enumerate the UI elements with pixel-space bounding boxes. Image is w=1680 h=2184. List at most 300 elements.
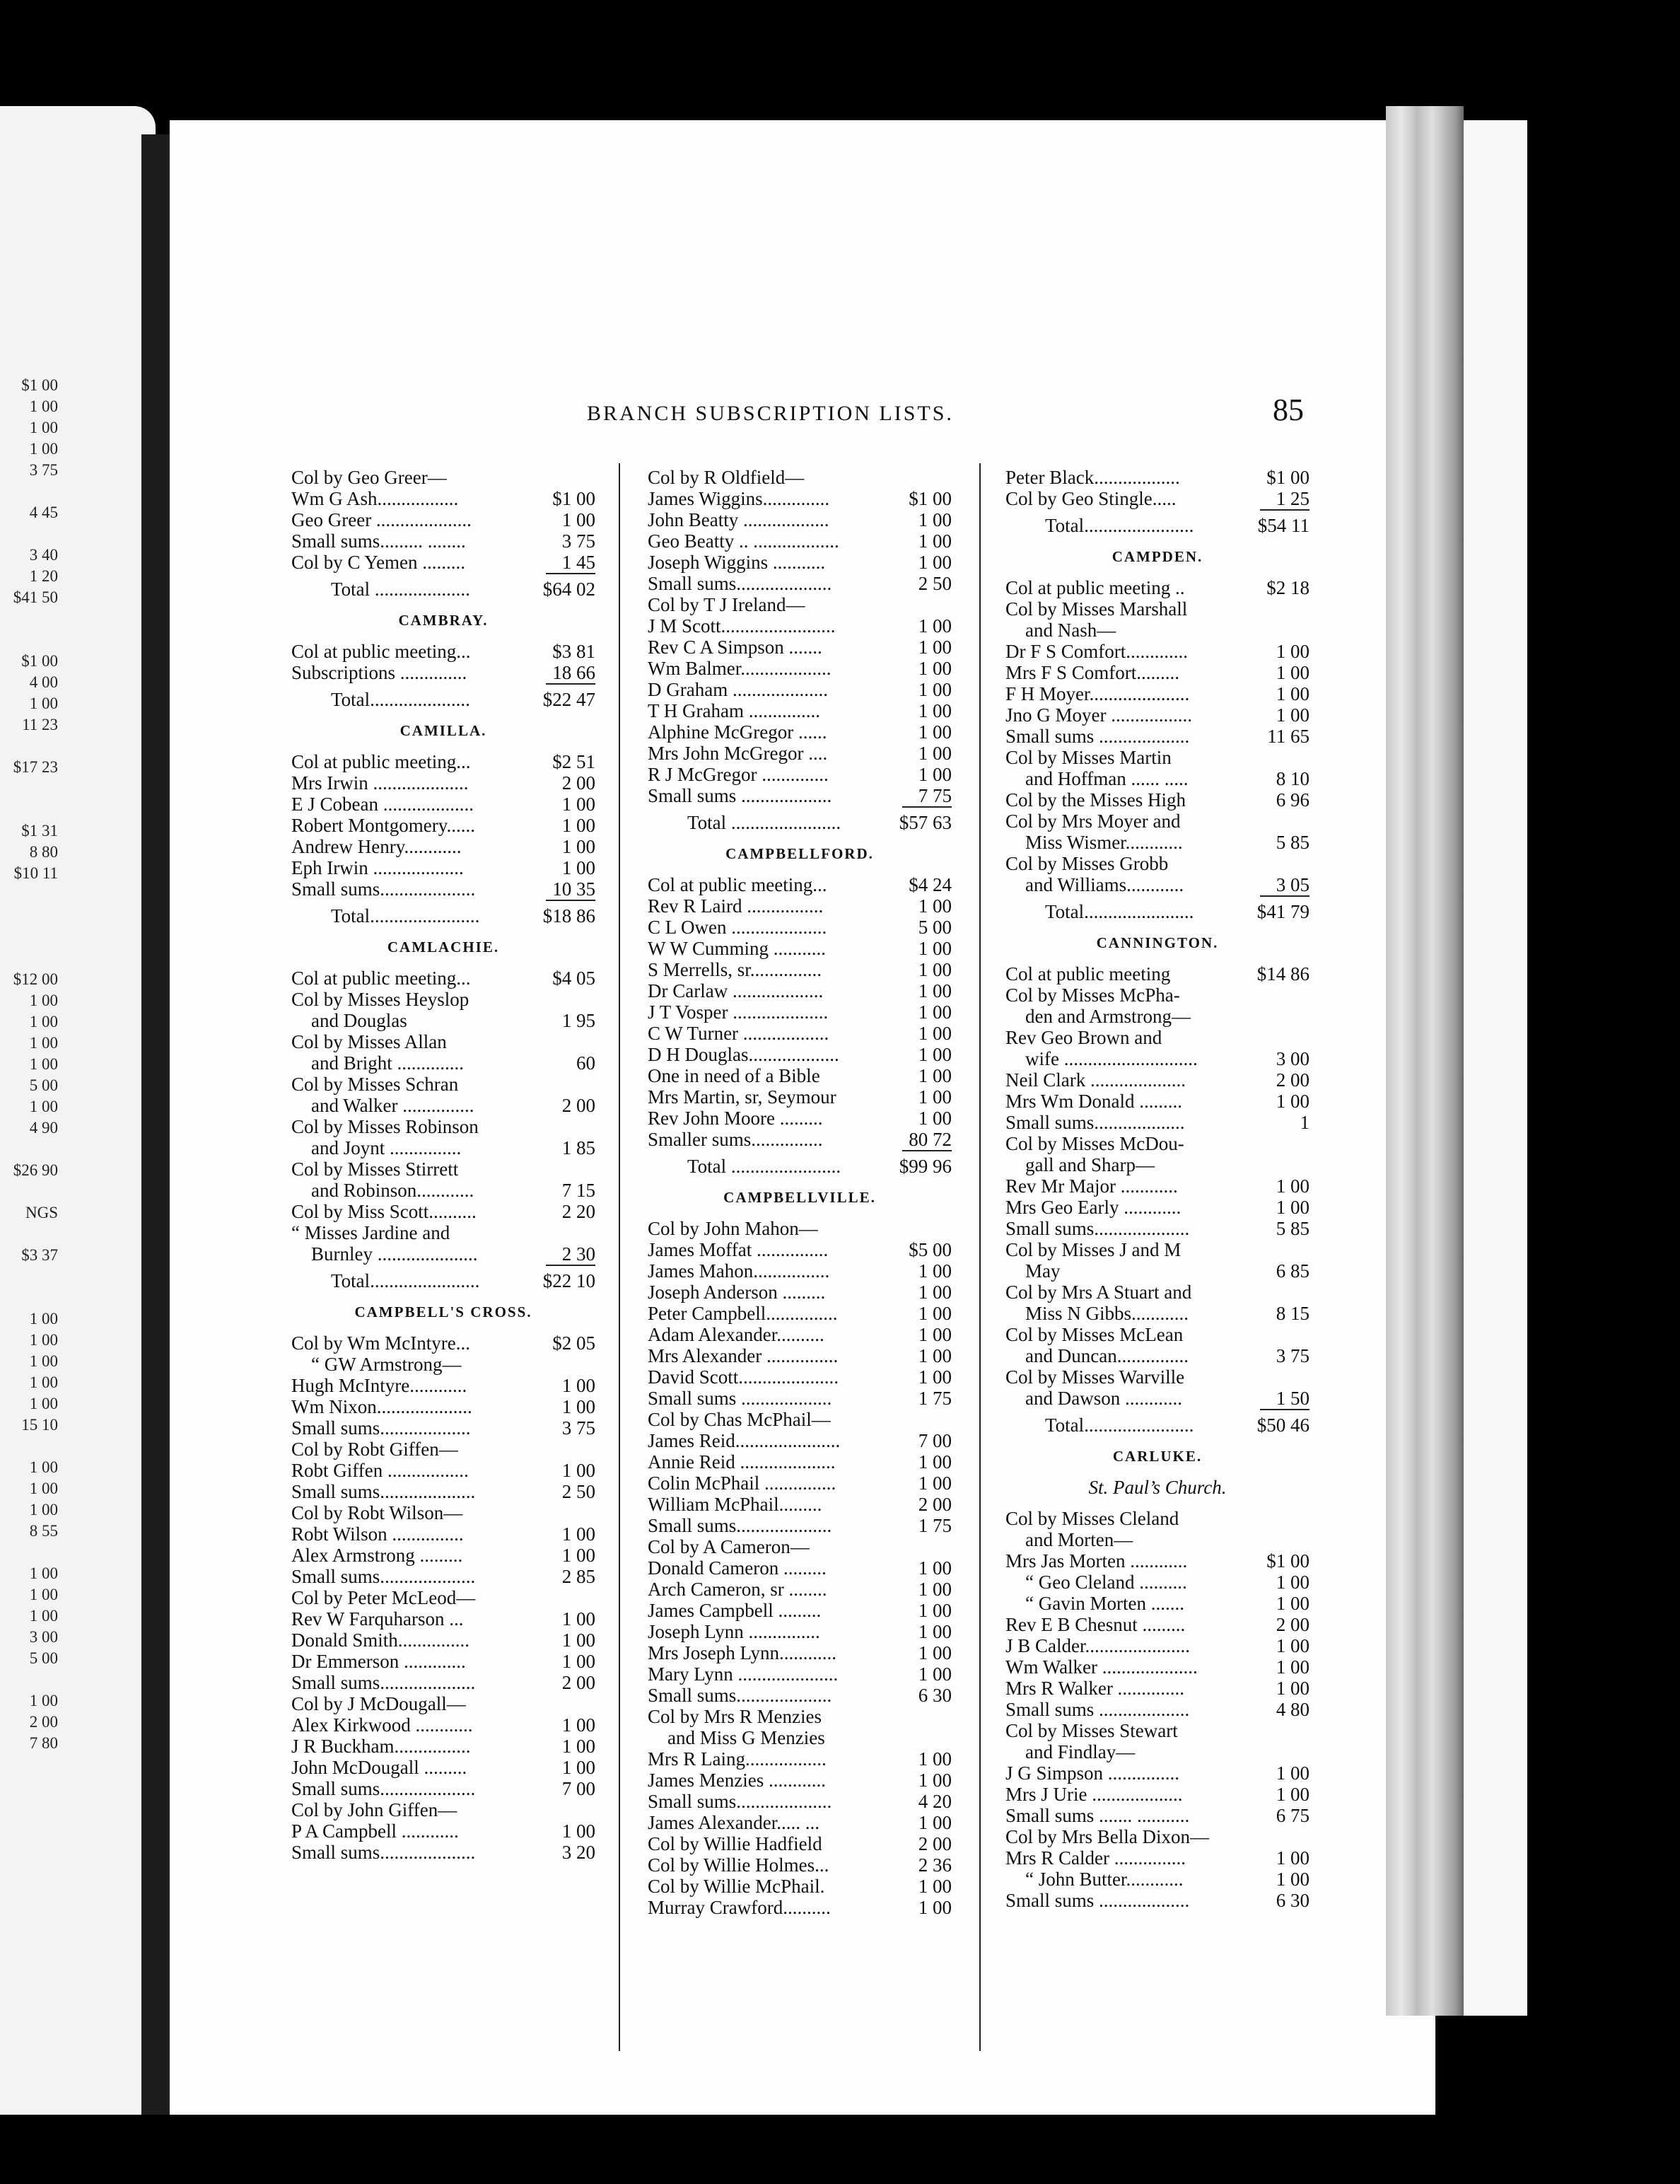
subscription-entry xyxy=(648,1108,952,1129)
entry-amount: 3 00 xyxy=(1276,1048,1309,1069)
subscription-entry xyxy=(1005,1303,1309,1324)
subscription-entry xyxy=(1005,1366,1309,1388)
subscription-entry xyxy=(648,1044,952,1065)
subscription-entry xyxy=(1005,1133,1309,1154)
subscription-entry xyxy=(648,488,952,509)
facing-amount-text: 3 40 xyxy=(29,546,58,564)
facing-amount xyxy=(0,1351,65,1372)
subscription-entry xyxy=(648,1001,952,1023)
facing-amount-text: $12 00 xyxy=(13,970,58,988)
total-rule xyxy=(1005,895,1309,901)
entry-name: Col by Mrs Bella Dixon— xyxy=(1005,1826,1209,1847)
facing-amount-text: 1 00 xyxy=(29,1607,58,1625)
subscription-entry xyxy=(291,989,595,1010)
facing-amount-text: $17 23 xyxy=(13,758,58,776)
facing-amount xyxy=(0,927,65,948)
entry-name: Col by Misses Stirrett xyxy=(291,1158,459,1180)
entry-name: Small sums.................... xyxy=(291,1672,476,1693)
entry-name: Col by Misses Martin xyxy=(1005,747,1172,768)
facing-amount xyxy=(0,1224,65,1245)
spacer xyxy=(291,631,595,641)
entry-name: John McDougall ......... xyxy=(291,1757,467,1778)
subscription-entry xyxy=(291,1820,595,1842)
entry-name: Donald Smith............... xyxy=(291,1630,470,1651)
entry-amount: 1 00 xyxy=(918,700,952,721)
total-rule xyxy=(291,683,595,689)
spacer xyxy=(291,1323,595,1332)
subscription-entry xyxy=(648,1451,952,1473)
spacer xyxy=(1005,567,1309,577)
subscription-entry xyxy=(291,1180,595,1201)
entry-amount: 1 00 xyxy=(918,1044,952,1065)
subscription-entry xyxy=(291,878,595,900)
subscription-entry xyxy=(1005,1805,1309,1826)
facing-amount xyxy=(0,545,65,566)
facing-amount-text: 1 00 xyxy=(29,397,58,415)
facing-amount xyxy=(0,1308,65,1330)
subscription-entry xyxy=(1005,768,1309,789)
facing-amount xyxy=(0,693,65,714)
entry-name: “ John Butter............ xyxy=(1025,1869,1184,1890)
section-heading: CAMPBELL'S CROSS. xyxy=(354,1303,532,1320)
entry-amount: 5 85 xyxy=(1276,832,1309,853)
entry-name: Rev W Farquharson ... xyxy=(291,1608,464,1630)
facing-amount xyxy=(0,1054,65,1075)
entry-name: Small sums ....... ........... xyxy=(1005,1805,1190,1826)
entry-name: James Wiggins.............. xyxy=(648,488,830,509)
facing-amount xyxy=(0,1712,65,1733)
entry-name: J R Buckham................ xyxy=(291,1736,471,1757)
entry-amount: 3 75 xyxy=(561,1417,595,1439)
subscription-entry xyxy=(648,764,952,785)
entry-amount: 1 00 xyxy=(918,895,952,917)
facing-amount-text: 1 00 xyxy=(29,1458,58,1476)
facing-amount-text: 1 00 xyxy=(29,1586,58,1603)
subscription-entry xyxy=(291,1375,595,1396)
subscription-entry xyxy=(291,1481,595,1502)
subscription-entry xyxy=(291,1799,595,1820)
subscription-entry xyxy=(1005,1784,1309,1805)
facing-amount xyxy=(0,1181,65,1202)
entry-amount: 1 00 xyxy=(918,658,952,679)
entry-amount: 1 00 xyxy=(1276,1197,1309,1218)
section-subheading: St. Paul’s Church. xyxy=(1088,1477,1227,1498)
entry-name: Small sums.................... xyxy=(291,1778,476,1799)
subscription-entry xyxy=(291,1201,595,1222)
entry-name: Total....................... xyxy=(331,905,480,927)
entry-amount: 1 00 xyxy=(918,721,952,743)
entry-name: Rev Mr Major ............ xyxy=(1005,1175,1178,1197)
facing-amount xyxy=(0,736,65,757)
entry-name: Total .................... xyxy=(331,579,470,600)
entry-name: Robt Giffen ................. xyxy=(291,1460,469,1481)
spacer xyxy=(291,741,595,751)
subscription-entry xyxy=(648,700,952,721)
subscription-entry xyxy=(1005,467,1309,488)
entry-name: Small sums................... xyxy=(1005,1112,1185,1133)
entry-name: John Beatty .................. xyxy=(648,509,829,530)
facing-amount-text: $41 50 xyxy=(13,588,58,606)
entry-name: James Reid...................... xyxy=(648,1430,841,1451)
entry-amount: $4 05 xyxy=(552,968,595,989)
entry-amount: 5 00 xyxy=(918,917,952,938)
subscription-entry xyxy=(1005,577,1309,598)
rule-line xyxy=(546,900,595,901)
total-row xyxy=(291,1270,595,1291)
subscription-entry xyxy=(1005,726,1309,747)
subscription-entry xyxy=(291,552,595,573)
entry-name: Rev Geo Brown and xyxy=(1005,1027,1162,1048)
facing-amount xyxy=(0,1563,65,1584)
total-rule xyxy=(291,573,595,579)
entry-name: Col by Misses Stewart xyxy=(1005,1720,1178,1741)
entry-amount: 1 00 xyxy=(918,637,952,658)
section-heading: CAMBRAY. xyxy=(398,612,489,629)
entry-name: Adam Alexander.......... xyxy=(648,1324,824,1345)
facing-amount xyxy=(0,566,65,587)
entry-amount: 1 00 xyxy=(1276,1678,1309,1699)
entry-name: May xyxy=(1025,1260,1061,1282)
entry-name: Total....................... xyxy=(1045,515,1194,536)
facing-amount-text: 1 00 xyxy=(29,695,58,712)
entry-name: Small sums ................... xyxy=(648,785,832,806)
subscription-entry xyxy=(648,467,952,488)
subscription-entry xyxy=(648,1600,952,1621)
entry-name: Col by Misses Warville xyxy=(1005,1366,1185,1388)
total-rule xyxy=(291,1265,595,1270)
subscription-entry xyxy=(648,573,952,594)
entry-name: and Miss G Menzies xyxy=(667,1727,825,1748)
facing-amount xyxy=(0,1690,65,1712)
subscription-entry xyxy=(291,1052,595,1074)
section-heading: CAMLACHIE. xyxy=(387,939,500,956)
facing-amount-text: 7 80 xyxy=(29,1734,58,1752)
subscription-entry xyxy=(1005,1345,1309,1366)
facing-amount xyxy=(0,375,65,396)
subscription-entry xyxy=(1005,1027,1309,1048)
section-heading: CARLUKE. xyxy=(1112,1448,1203,1465)
subscription-entry xyxy=(1005,1091,1309,1112)
running-head: BRANCH SUBSCRIPTION LISTS. xyxy=(587,402,954,425)
subscription-entry xyxy=(648,1494,952,1515)
entry-amount: 1 00 xyxy=(918,1876,952,1897)
entry-amount: 1 00 xyxy=(561,1460,595,1481)
subscription-entry xyxy=(291,509,595,530)
subscription-entry xyxy=(1005,1614,1309,1635)
entry-amount: 1 00 xyxy=(1276,1572,1309,1593)
rule-line xyxy=(1260,509,1309,511)
entry-name: Small sums ................... xyxy=(1005,726,1190,747)
subscription-entry xyxy=(291,1332,595,1354)
entry-amount: $4 24 xyxy=(909,874,952,895)
entry-name: Jno G Moyer ................. xyxy=(1005,704,1192,726)
entry-name: Col by Misses McLean xyxy=(1005,1324,1184,1345)
entry-name: Dr Emmerson ............. xyxy=(291,1651,466,1672)
subscription-entry xyxy=(1005,662,1309,683)
facing-amount xyxy=(0,651,65,672)
facing-amount-text: 4 45 xyxy=(29,504,58,521)
facing-amount xyxy=(0,1160,65,1181)
spacer xyxy=(291,1291,595,1301)
subscription-entry xyxy=(291,1417,595,1439)
entry-name: Col at public meeting... xyxy=(291,641,471,662)
facing-amount xyxy=(0,1499,65,1521)
rule-line xyxy=(902,806,952,808)
facing-amount xyxy=(0,1627,65,1648)
entry-name: Col at public meeting... xyxy=(291,968,471,989)
spacer xyxy=(291,600,595,610)
entry-amount: 1 00 xyxy=(561,1820,595,1842)
subscription-entry xyxy=(648,1621,952,1642)
entry-name: Col by Miss Scott.......... xyxy=(291,1201,477,1222)
subscription-entry xyxy=(291,1757,595,1778)
entry-amount: 1 00 xyxy=(1276,1656,1309,1678)
subscription-entry xyxy=(291,662,595,683)
entry-amount: 7 00 xyxy=(561,1778,595,1799)
entry-name: “ Misses Jardine and xyxy=(291,1222,450,1243)
entry-name: Small sums.................... xyxy=(291,878,476,900)
total-row xyxy=(1005,515,1309,536)
entry-name: Andrew Henry............ xyxy=(291,836,462,857)
book-gutter xyxy=(141,134,170,2115)
subscription-entry xyxy=(1005,1826,1309,1847)
entry-name: Small sums ................... xyxy=(648,1388,832,1409)
facing-amount xyxy=(0,1478,65,1499)
entry-name: Rev C A Simpson ....... xyxy=(648,637,822,658)
facing-amount xyxy=(0,1266,65,1287)
entry-name: and Duncan............... xyxy=(1025,1345,1189,1366)
entry-name: Col by Misses Robinson xyxy=(291,1116,479,1137)
subscription-entry xyxy=(1005,488,1309,509)
subscription-entry xyxy=(291,1222,595,1243)
subscription-entry xyxy=(648,1324,952,1345)
entry-name: F H Moyer..................... xyxy=(1005,683,1190,704)
entry-name: Mrs Jas Morten ............ xyxy=(1005,1550,1188,1572)
entry-amount: 6 96 xyxy=(1276,789,1309,811)
entry-name: Mrs F S Comfort......... xyxy=(1005,662,1180,683)
entry-name: Alex Kirkwood ............ xyxy=(291,1714,473,1736)
total-row xyxy=(648,1156,952,1177)
rule-line xyxy=(902,1150,952,1151)
subscription-entry xyxy=(1005,1656,1309,1678)
subscription-entry xyxy=(291,815,595,836)
entry-amount: 1 00 xyxy=(1276,1175,1309,1197)
entry-amount: 1 75 xyxy=(918,1515,952,1536)
subscription-entry xyxy=(648,785,952,806)
subscription-entry xyxy=(291,1523,595,1545)
entry-name: Col by A Cameron— xyxy=(648,1536,810,1557)
subscription-entry xyxy=(648,1748,952,1770)
entry-name: Col by R Oldfield— xyxy=(648,467,805,488)
entry-amount: $22 10 xyxy=(542,1270,595,1291)
facing-amount-text: 2 00 xyxy=(29,1713,58,1731)
subscription-entry xyxy=(1005,641,1309,662)
entry-name: Rev R Laird ................ xyxy=(648,895,824,917)
entry-name: Mary Lynn ..................... xyxy=(648,1663,839,1685)
subscription-entry xyxy=(648,917,952,938)
subscription-entry xyxy=(648,1897,952,1918)
subscription-entry xyxy=(291,1672,595,1693)
facing-amount-text: 1 00 xyxy=(29,1331,58,1349)
entry-name: Mrs Joseph Lynn............ xyxy=(648,1642,837,1663)
facing-amount xyxy=(0,396,65,417)
subscription-entry xyxy=(648,1282,952,1303)
subscription-entry xyxy=(1005,1550,1309,1572)
subscription-entry xyxy=(648,874,952,895)
subscription-entry xyxy=(291,1566,595,1587)
entry-name: and Douglas xyxy=(311,1010,407,1031)
subscription-entry xyxy=(648,637,952,658)
entry-name: James Mahon................ xyxy=(648,1260,830,1282)
entry-name: Dr F S Comfort............. xyxy=(1005,641,1189,662)
entry-name: and Nash— xyxy=(1025,620,1116,641)
subscription-entry xyxy=(1005,1069,1309,1091)
subscription-entry xyxy=(1005,1699,1309,1720)
subscription-entry xyxy=(648,1065,952,1086)
total-row xyxy=(291,579,595,600)
entry-name: Col by Peter McLeod— xyxy=(291,1587,476,1608)
subscription-entry xyxy=(648,1791,952,1812)
entry-name: Small sums.................... xyxy=(291,1481,476,1502)
entry-name: Mrs R Laing................. xyxy=(648,1748,827,1770)
entry-name: Miss N Gibbs............ xyxy=(1025,1303,1189,1324)
entry-amount: 6 30 xyxy=(918,1685,952,1706)
facing-amount xyxy=(0,587,65,608)
subscription-entry xyxy=(291,1736,595,1757)
subscription-entry xyxy=(291,1630,595,1651)
entry-name: James Alexander..... ... xyxy=(648,1812,819,1833)
entry-name: Robert Montgomery...... xyxy=(291,815,475,836)
entry-name: Total....................... xyxy=(331,1270,480,1291)
facing-amount xyxy=(0,1584,65,1605)
subscription-entry xyxy=(1005,789,1309,811)
facing-amount-text: 1 00 xyxy=(29,1564,58,1582)
entry-name: Eph Irwin ................... xyxy=(291,857,464,878)
entry-amount: 1 00 xyxy=(561,836,595,857)
facing-amount xyxy=(0,1117,65,1139)
column-divider xyxy=(619,463,620,2051)
entry-amount: 2 00 xyxy=(918,1494,952,1515)
subscription-entry xyxy=(1005,1218,1309,1239)
entry-amount: 10 35 xyxy=(552,878,595,900)
facing-amount-text: 8 55 xyxy=(29,1522,58,1540)
subscription-entry xyxy=(648,1876,952,1897)
entry-name: Alex Armstrong ......... xyxy=(291,1545,463,1566)
entry-amount: 2 50 xyxy=(561,1481,595,1502)
entry-amount: 1 00 xyxy=(918,1324,952,1345)
facing-amount-text: 1 20 xyxy=(29,567,58,585)
entry-name: C L Owen .................... xyxy=(648,917,827,938)
subscription-entry xyxy=(1005,747,1309,768)
entry-name: Mrs Irwin .................... xyxy=(291,772,469,794)
entry-amount: $99 96 xyxy=(899,1156,952,1177)
entry-name: Col by Mrs Moyer and xyxy=(1005,811,1181,832)
subscription-entry xyxy=(1005,1741,1309,1762)
subscription-entry xyxy=(648,530,952,552)
entry-name: Col by Geo Greer— xyxy=(291,467,447,488)
entry-amount: 1 00 xyxy=(561,1545,595,1566)
facing-amount xyxy=(0,417,65,438)
total-row xyxy=(291,689,595,710)
entry-amount: 1 45 xyxy=(561,552,595,573)
subscription-entry xyxy=(648,743,952,764)
entry-name: Rev John Moore ......... xyxy=(648,1108,823,1129)
entry-name: Col by Misses Allan xyxy=(291,1031,447,1052)
subscription-entry xyxy=(1005,1529,1309,1550)
entry-name: Wm Balmer................... xyxy=(648,658,832,679)
entry-amount: 8 10 xyxy=(1276,768,1309,789)
entry-name: Total....................... xyxy=(1045,1415,1194,1436)
entry-name: Col at public meeting xyxy=(1005,963,1171,984)
subscription-entry xyxy=(291,488,595,509)
entry-name: Colin McPhail ............... xyxy=(648,1473,836,1494)
entry-name: S Merrells, sr............... xyxy=(648,959,822,980)
entry-amount: 4 20 xyxy=(918,1791,952,1812)
entry-amount: 6 75 xyxy=(1276,1805,1309,1826)
entry-name: Small sums......... ........ xyxy=(291,530,466,552)
entry-name: Col at public meeting .. xyxy=(1005,577,1185,598)
facing-amount xyxy=(0,1436,65,1457)
subscription-entry xyxy=(291,1545,595,1566)
facing-amount-text: $3 37 xyxy=(21,1246,58,1264)
subscription-entry xyxy=(291,857,595,878)
entry-amount: 1 00 xyxy=(918,1282,952,1303)
facing-amount-text: NGS xyxy=(25,1204,58,1221)
facing-amount xyxy=(0,1669,65,1690)
entry-name: den and Armstrong— xyxy=(1025,1006,1191,1027)
facing-amount xyxy=(0,608,65,629)
subscription-entry xyxy=(1005,1720,1309,1741)
subscription-entry xyxy=(291,1778,595,1799)
facing-amount-text: 8 80 xyxy=(29,843,58,861)
facing-amount xyxy=(0,1330,65,1351)
entry-amount: 1 00 xyxy=(918,530,952,552)
entry-name: Mrs Geo Early ............ xyxy=(1005,1197,1182,1218)
entry-name: Robt Wilson ............... xyxy=(291,1523,464,1545)
facing-amount-text: 4 00 xyxy=(29,673,58,691)
section-heading: CANNINGTON. xyxy=(1096,934,1219,951)
entry-amount: 6 30 xyxy=(1276,1890,1309,1911)
entry-amount: $18 86 xyxy=(542,905,595,927)
entry-amount: 1 xyxy=(1300,1112,1309,1133)
entry-amount: $5 00 xyxy=(909,1239,952,1260)
subscription-entry xyxy=(1005,683,1309,704)
entry-name: Peter Black.................. xyxy=(1005,467,1180,488)
entry-name: Small sums.................... xyxy=(648,1515,832,1536)
entry-amount: 1 00 xyxy=(1276,1869,1309,1890)
facing-amount xyxy=(0,1139,65,1160)
subscription-entry xyxy=(648,1536,952,1557)
facing-amount-text: 1 00 xyxy=(29,1310,58,1328)
subscription-entry xyxy=(291,1354,595,1375)
subscription-entry xyxy=(291,1608,595,1630)
column-1 xyxy=(291,467,595,1863)
subscription-entry xyxy=(648,959,952,980)
entry-amount: $2 05 xyxy=(552,1332,595,1354)
page-edges xyxy=(1386,106,1464,2016)
entry-amount: 3 75 xyxy=(1276,1345,1309,1366)
entry-amount: 1 00 xyxy=(918,1086,952,1108)
page-number: 85 xyxy=(1273,393,1304,427)
subscription-entry xyxy=(648,679,952,700)
entry-amount: 1 25 xyxy=(1276,488,1309,509)
entry-amount: 1 00 xyxy=(918,1023,952,1044)
facing-amount xyxy=(0,714,65,736)
facing-amount-text: 1 00 xyxy=(29,1352,58,1370)
subscription-entry xyxy=(648,1260,952,1282)
entry-amount: 1 00 xyxy=(918,1451,952,1473)
facing-amount-text: 1 00 xyxy=(29,440,58,458)
